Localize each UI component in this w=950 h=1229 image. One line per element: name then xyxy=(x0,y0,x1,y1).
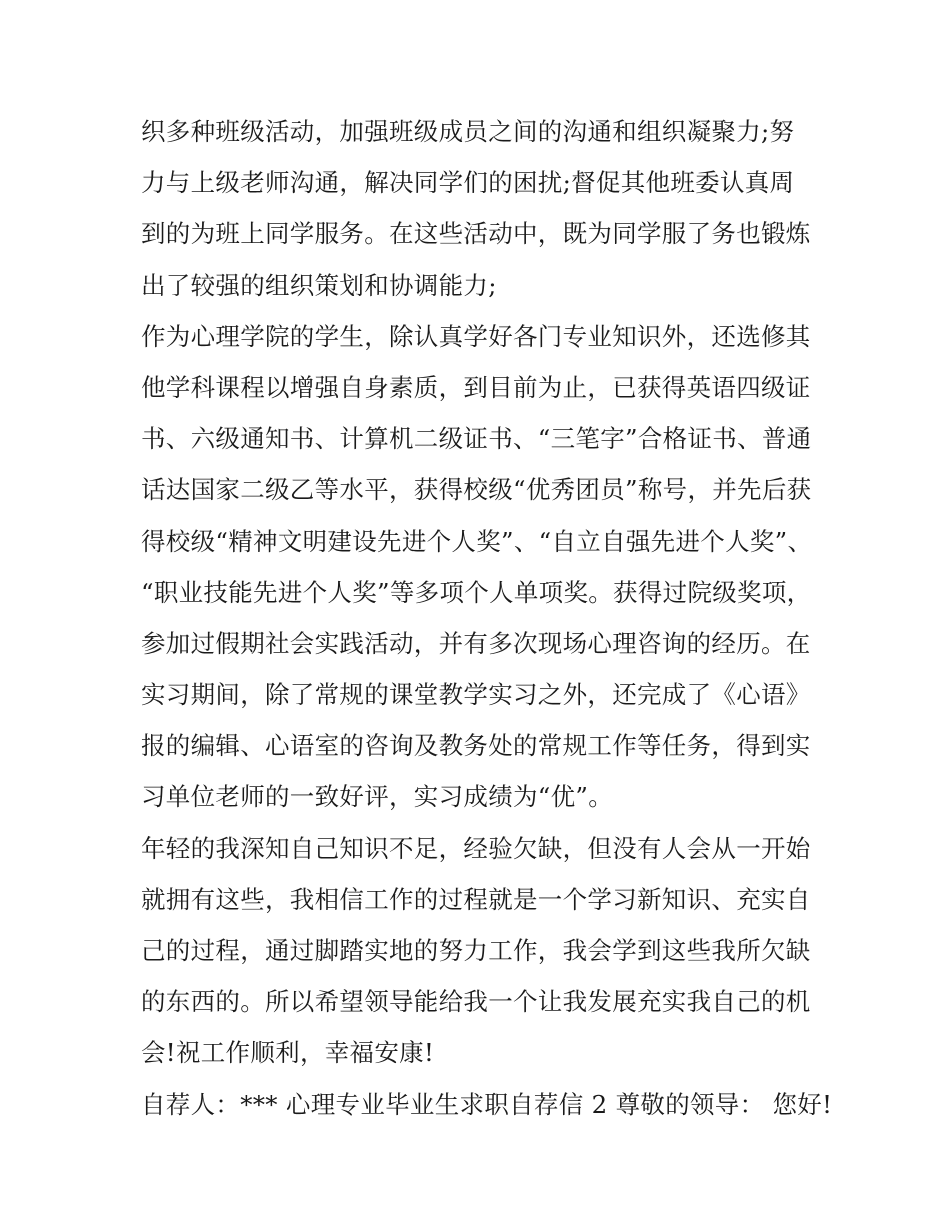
document-body xyxy=(141,106,833,1130)
text-line: 书、六级通知书、计算机二级证书、“三笔字”合格证书、普通 xyxy=(141,424,812,454)
text-line: 话达国家二级乙等水平，获得校级“优秀团员”称号，并先后获 xyxy=(141,475,812,505)
text-line: 会!祝工作顺利，幸福安康! xyxy=(141,1038,435,1068)
text-line: 年轻的我深知自己知识不足，经验欠缺，但没有人会从一开始 xyxy=(141,833,811,863)
text-line: 自荐人：*** 心理专业毕业生求职自荐信 2 尊敬的领导： 您好! xyxy=(141,1089,833,1119)
text-line: 他学科课程以增强自身素质，到目前为止，已获得英语四级证 xyxy=(141,372,811,402)
text-line: 实习期间，除了常规的课堂教学实习之外，还完成了《心语》 xyxy=(141,680,811,710)
text-line: 到的为班上同学服务。在这些活动中，既为同学服了务也锻炼 xyxy=(141,219,811,249)
text-line: 作为心理学院的学生，除认真学好各门专业知识外，还选修其 xyxy=(141,321,811,351)
text-line: 力与上级老师沟通，解决同学们的困扰;督促其他班委认真周 xyxy=(141,168,795,198)
text-line: 的东西的。所以希望领导能给我一个让我发展充实我自己的机 xyxy=(141,987,811,1017)
text-line: 参加过假期社会实践活动，并有多次现场心理咨询的经历。在 xyxy=(141,628,811,658)
text-line: 就拥有这些，我相信工作的过程就是一个学习新知识、充实自 xyxy=(141,884,811,914)
text-line: 得校级“精神文明建设先进个人奖”、“自立自强先进个人奖”、 xyxy=(141,526,813,556)
text-line: 己的过程，通过脚踏实地的努力工作，我会学到这些我所欠缺 xyxy=(141,936,811,965)
text-line: “职业技能先进个人奖”等多项个人单项奖。获得过院级奖项， xyxy=(141,577,812,607)
text-line: 出了较强的组织策划和协调能力; xyxy=(141,270,497,300)
text-line: 报的编辑、心语室的咨询及教务处的常规工作等任务，得到实 xyxy=(141,731,811,761)
text-line: 织多种班级活动，加强班级成员之间的沟通和组织凝聚力;努 xyxy=(141,117,795,146)
text-line: 习单位老师的一致好评，实习成绩为“优”。 xyxy=(141,782,614,812)
